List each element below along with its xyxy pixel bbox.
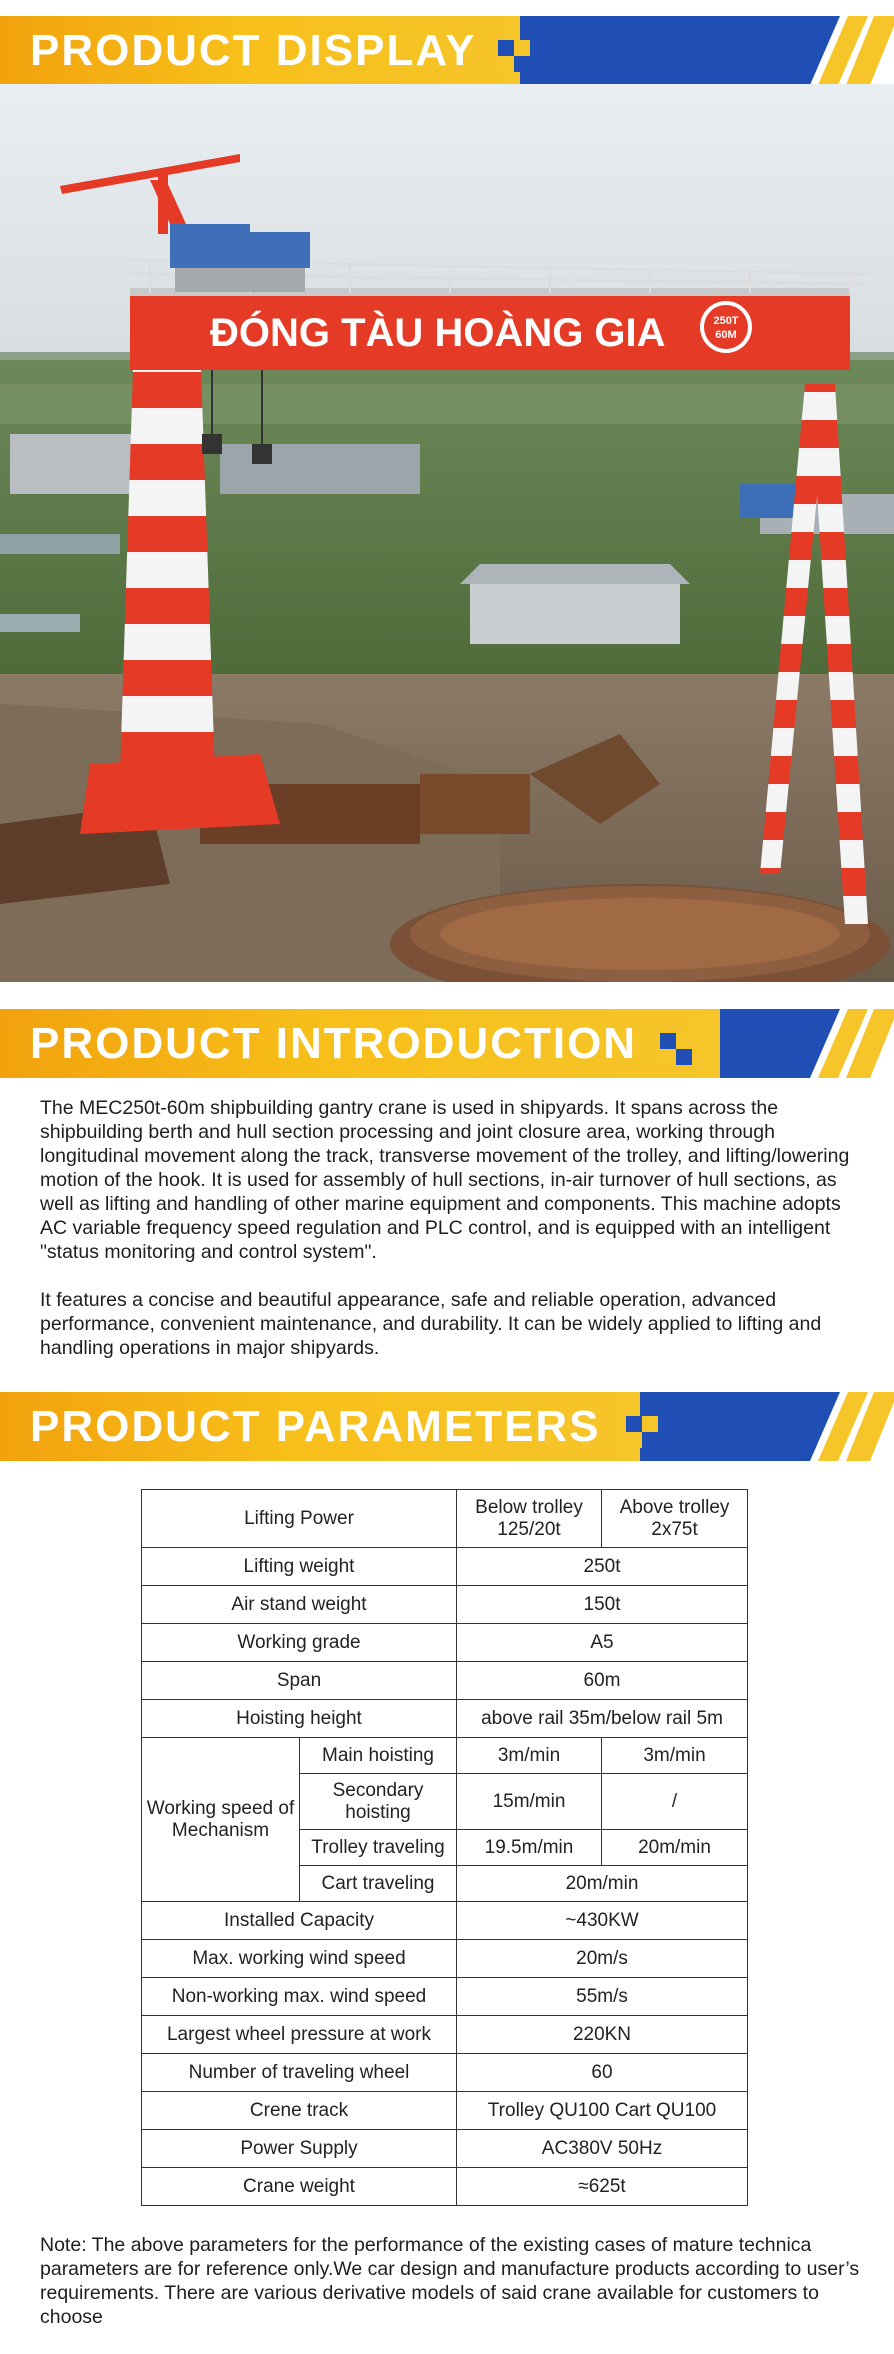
label-wheel-pressure: Largest wheel pressure at work: [142, 2016, 457, 2054]
label-max-working-wind-speed: Max. working wind speed: [142, 1940, 457, 1978]
table-row: [142, 1662, 748, 1700]
label-traveling-wheel: Number of traveling wheel: [142, 2054, 457, 2092]
label-trolley-traveling: Trolley traveling: [300, 1830, 457, 1866]
label-lifting-weight: Lifting weight: [142, 1548, 457, 1586]
value-power-supply: AC380V 50Hz: [457, 2130, 748, 2168]
label-cart-traveling: Cart traveling: [300, 1866, 457, 1902]
intro-paragraph-1: The MEC250t-60m shipbuilding gantry crane is used in shipyards. It spans across the shipbuilding berth and hull section processing and joint closure area, working through longitudinal movement along the track, transverse movement of the trolley, and lifting/lowering motion of the hook. It is used for assembly of hull sections, in-air turnover of hull sections, as well as lifting and handling of other marine equipment and components. This machine adopts AC variable frequency speed regulation and PLC control, and is equipped with an intelligent "status monitoring and control system".: [40, 1097, 850, 1263]
value-crane-weight: ≈625t: [457, 2168, 748, 2206]
value-crane-track: Trolley QU100 Cart QU100: [457, 2092, 748, 2130]
intro-paragraph-2: It features a concise and beautiful appearance, safe and reliable operation, advanced performance, convenient maintenance, and durability. It can be widely applied to lifting and handling operations in major shipyards.: [40, 1289, 822, 1359]
table-row: [142, 1978, 748, 2016]
table-row: [142, 2168, 748, 2206]
product-photo-gantry-crane: [0, 84, 894, 982]
table-row: [142, 1624, 748, 1662]
value-below-trolley: Below trolley 125/20t: [457, 1490, 602, 1548]
table-row: [142, 2016, 748, 2054]
section-title-introduction: PRODUCT INTRODUCTION: [30, 1019, 638, 1068]
value-installed-capacity: ~430KW: [457, 1902, 748, 1940]
crane-badge-bottom: 60M: [715, 329, 737, 341]
label-power-supply: Power Supply: [142, 2130, 457, 2168]
label-hoisting-height: Hoisting height: [142, 1700, 457, 1738]
product-introduction-text: [40, 1096, 860, 1360]
value-main-hoisting-below: 3m/min: [457, 1738, 602, 1774]
crane-badge-top: 250T: [713, 315, 739, 327]
table-row: [142, 1586, 748, 1624]
table-row: [142, 1738, 748, 1774]
value-air-stand-weight: 150t: [457, 1586, 748, 1624]
label-secondary-hoisting: Secondary hoisting: [300, 1774, 457, 1830]
parameters-note: Note: The above parameters for the performance of the existing cases of mature technica parameters are for reference only.We car design and manufacture products according to user’s requirements. There are various derivative models of said crane available for customers to choose: [40, 2234, 860, 2328]
value-trolley-traveling-above: 20m/min: [602, 1830, 748, 1866]
value-main-hoisting-above: 3m/min: [602, 1738, 748, 1774]
parameters-table: [141, 1489, 748, 2206]
crane-sign-text: ĐÓNG TÀU HOÀNG GIA: [210, 311, 666, 355]
value-max-working-wind-speed: 20m/s: [457, 1940, 748, 1978]
table-row: [142, 1940, 748, 1978]
value-working-grade: A5: [457, 1624, 748, 1662]
label-working-grade: Working grade: [142, 1624, 457, 1662]
section-banner-display: [0, 16, 894, 85]
table-row: [142, 1902, 748, 1940]
value-secondary-hoisting-below: 15m/min: [457, 1774, 602, 1830]
value-span: 60m: [457, 1662, 748, 1700]
section-title-parameters: PRODUCT PARAMETERS: [30, 1402, 601, 1451]
value-lifting-weight: 250t: [457, 1548, 748, 1586]
value-cart-traveling: 20m/min: [457, 1866, 748, 1902]
value-non-working-wind-speed: 55m/s: [457, 1978, 748, 2016]
section-title-display: PRODUCT DISPLAY: [30, 26, 477, 75]
value-wheel-pressure: 220KN: [457, 2016, 748, 2054]
section-banner-parameters: [0, 1392, 894, 1461]
table-row: [142, 1490, 748, 1548]
label-working-speed: Working speed of Mechanism: [142, 1738, 300, 1902]
value-trolley-traveling-below: 19.5m/min: [457, 1830, 602, 1866]
table-row: [142, 2092, 748, 2130]
value-secondary-hoisting-above: /: [602, 1774, 748, 1830]
value-traveling-wheel: 60: [457, 2054, 748, 2092]
table-row: [142, 1548, 748, 1586]
value-above-trolley: Above trolley 2x75t: [602, 1490, 748, 1548]
label-lifting-power: Lifting Power: [142, 1490, 457, 1548]
table-row: [142, 2054, 748, 2092]
table-row: [142, 2130, 748, 2168]
label-main-hoisting: Main hoisting: [300, 1738, 457, 1774]
label-installed-capacity: Installed Capacity: [142, 1902, 457, 1940]
value-hoisting-height: above rail 35m/below rail 5m: [457, 1700, 748, 1738]
section-banner-introduction: [0, 1009, 894, 1078]
label-non-working-wind-speed: Non-working max. wind speed: [142, 1978, 457, 2016]
label-air-stand-weight: Air stand weight: [142, 1586, 457, 1624]
label-crane-weight: Crane weight: [142, 2168, 457, 2206]
label-crane-track: Crene track: [142, 2092, 457, 2130]
label-span: Span: [142, 1662, 457, 1700]
table-row: [142, 1700, 748, 1738]
